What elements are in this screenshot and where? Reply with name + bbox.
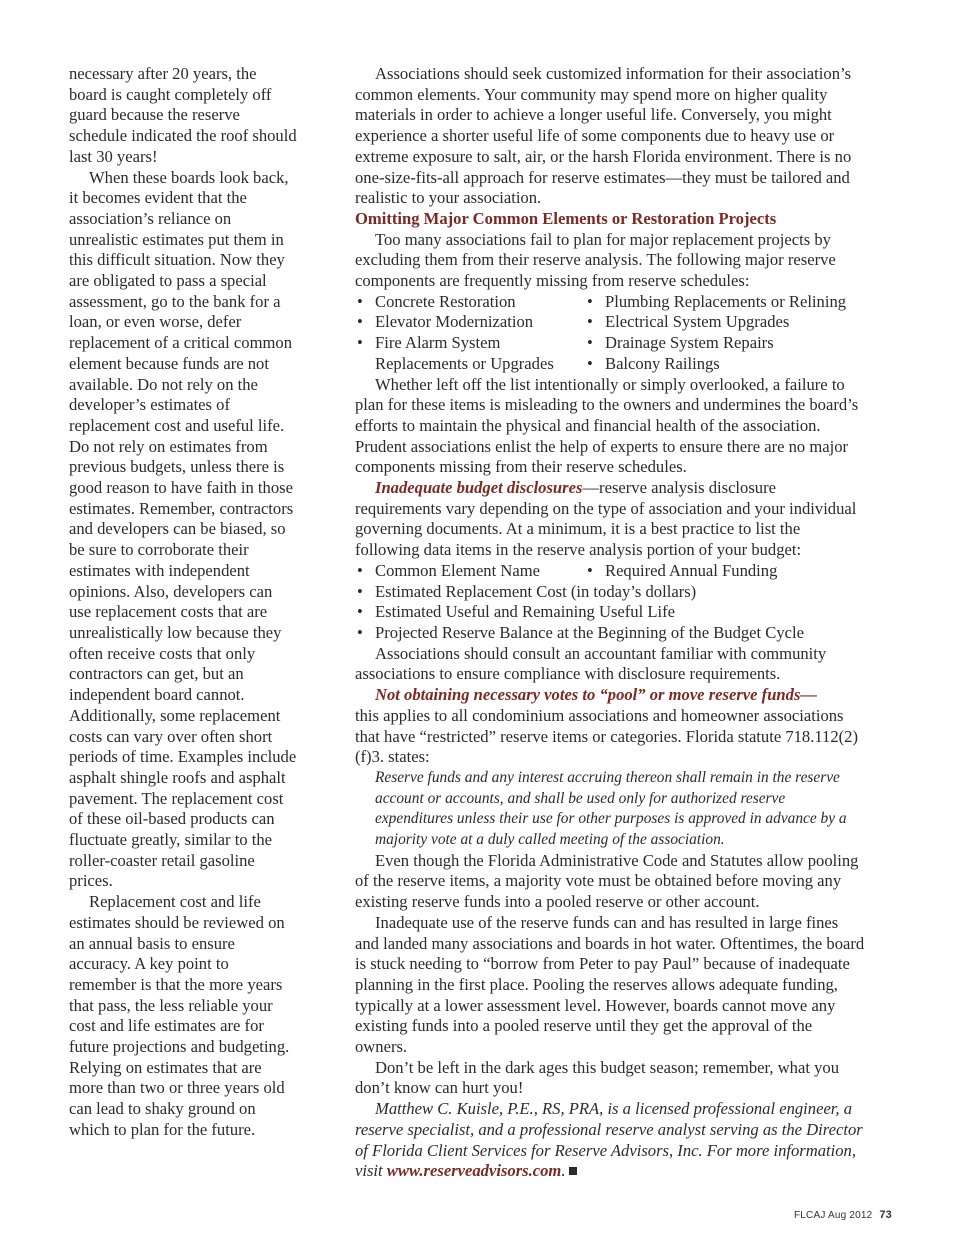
- paragraph-4-body: —reserve analysis disclosure requirements vary depending on the type of association and your individual governing documents. At a minimum, it is a best practice to list the following data items in the reserve analysis portion of your budget:: [355, 478, 857, 560]
- right-paragraph-9: Don’t be left in the dark ages this budget season; remember, what you don’t know can hurt you!: [355, 1057, 839, 1098]
- right-paragraph-5: Associations should consult an accountant familiar with community associations to ensure compliance with disclosure requirements.: [355, 643, 827, 684]
- right-paragraph-8: Inadequate use of the reserve funds can and has resulted in large fines and landed many associations and boards in hot water. Oftentimes, the board is stuck needing to “borrow from Peter to pay Paul” because of inadequate planning in the first place. Pooling the reserves allows adequate funding, typically at a lower assessment level. However, boards cannot move any existing funds into a pooled reserve until they get the approval of the owners.: [355, 912, 865, 1057]
- left-paragraph-1: necessary after 20 years, the board is caught completely off guard because the reserve schedule indicated the roof should last 30 years!: [69, 64, 297, 166]
- statute-quote: Reserve funds and any interest accruing thereon shall remain in the reserve account or accounts, and shall be used only for authorized reserve expenditures unless their use for other purposes is approved in advance by a majority vote at a duly called meeting of the association.: [375, 768, 847, 849]
- issue-date: Aug 2012: [827, 1210, 873, 1221]
- publication-name: FLCAJ: [793, 1210, 826, 1221]
- left-paragraph-2: When these boards look back, it becomes evident that the association’s reliance on unrealistic estimates put them in this difficult situation. Now they are obligated to pass a special assessment, go to the bank for a loan, or even worse, defer replacement of a critical common element because funds are not available. Do not rely on the developer’s estimates of replacement cost and useful life. Do not rely on estimates from previous budgets, unless there is good reason to have faith in those estimates. Remember, contractors and developers can be biased, so be sure to corroborate their estimates with independent opinions. Also, developers can use replacement costs that are unrealistically low because they often receive costs that only contractors can get, but an independent board cannot. Additionally, some replacement costs can vary over often short periods of time. Examples include asphalt shingle roofs and asphalt pavement. The replacement cost of these oil-based products can fluctuate greatly, similar to the roller-coaster retail gasoline prices.: [69, 167, 297, 891]
- list-item: • Projected Reserve Balance at the Beginning of the Budget Cycle: [355, 623, 865, 644]
- list-item: • Required Annual Funding: [585, 561, 865, 582]
- disclosure-pair-list: [355, 561, 865, 582]
- page-number: 73: [879, 1209, 892, 1221]
- right-paragraph-2: Too many associations fail to plan for major replacement projects by excluding them from their reserve analysis. The following major reserve components are frequently missing from reserve schedules:: [355, 229, 836, 291]
- runin-heading-budget-disclosures: Inadequate budget disclosures: [375, 478, 583, 498]
- list-item: • Elevator Modernization: [355, 312, 585, 333]
- left-column: [69, 64, 297, 1141]
- list-item: • Drainage System Repairs: [585, 333, 865, 354]
- missing-components-list: [355, 292, 865, 375]
- right-paragraph-6: this applies to all condominium associations and homeowner associations that have “restricted” reserve items or categories. Florida statute 718.112(2)(f)3. states:: [355, 705, 858, 767]
- right-paragraph-3: Whether left off the list intentionally or simply overlooked, a failure to plan for these items is misleading to the owners and undermines the board’s efforts to maintain the physical and financial health of the association. Prudent associations enlist the help of experts to ensure there are no major components missing from their reserve schedules.: [355, 374, 859, 477]
- list-item: • Common Element Name: [355, 561, 585, 582]
- page-footer: [794, 1205, 892, 1227]
- list-item: • Estimated Useful and Remaining Useful Life: [355, 602, 865, 623]
- author-bio: [355, 1099, 865, 1182]
- list-item: • Plumbing Replacements or Relining: [585, 292, 865, 313]
- list-item: • Balcony Railings: [585, 354, 865, 375]
- right-paragraph-7: Even though the Florida Administrative Code and Statutes allow pooling of the reserve items, a majority vote must be obtained before moving any existing reserve funds into a pooled reserve or other account.: [355, 850, 859, 912]
- author-bio-text: Matthew C. Kuisle, P.E., RS, PRA, is a licensed professional engineer, a reserve specialist, and a professional reserve analyst serving as the Director of Florida Client Services for Reserve Advisors, Inc. For more information, visit: [355, 1099, 863, 1181]
- author-bio-end: .: [561, 1161, 566, 1181]
- right-paragraph-4: [355, 478, 865, 561]
- section-heading: Omitting Major Common Elements or Restoration Projects: [355, 208, 777, 228]
- right-column: [355, 64, 865, 1182]
- disclosure-items-list: [355, 582, 865, 644]
- list-item: • Estimated Replacement Cost (in today’s dollars): [355, 582, 865, 603]
- runin-heading-votes: [355, 685, 865, 706]
- reserveadvisors-link[interactable]: www.reserveadvisors.com: [386, 1161, 562, 1181]
- end-mark-icon: [569, 1167, 577, 1175]
- left-paragraph-3: Replacement cost and life estimates should be reviewed on an annual basis to ensure accuracy. A key point to remember is that the more years that pass, the less reliable your cost and life estimates are for future projections and budgeting. Relying on estimates that are more than two or three years old can lead to shaky ground on which to plan for the future.: [69, 892, 290, 1139]
- right-paragraph-1: Associations should seek customized information for their association’s common elements. Your community may spend more on higher quality materials in order to achieve a longer useful life. Conversely, you might experience a shorter useful life of some components due to heavy use or extreme exposure to salt, air, or the harsh Florida environment. There is no one-size-fits-all approach for reserve estimates—they must be tailored and realistic to your association.: [355, 64, 852, 208]
- list-item-continuation: Replacements or Upgrades: [375, 353, 554, 373]
- runin-heading-votes-text: Not obtaining necessary votes to “pool” or move reserve funds—: [375, 685, 818, 705]
- list-item: • Fire Alarm System: [355, 333, 585, 354]
- list-item: • Electrical System Upgrades: [585, 312, 865, 333]
- list-item: • Concrete Restoration: [355, 292, 585, 313]
